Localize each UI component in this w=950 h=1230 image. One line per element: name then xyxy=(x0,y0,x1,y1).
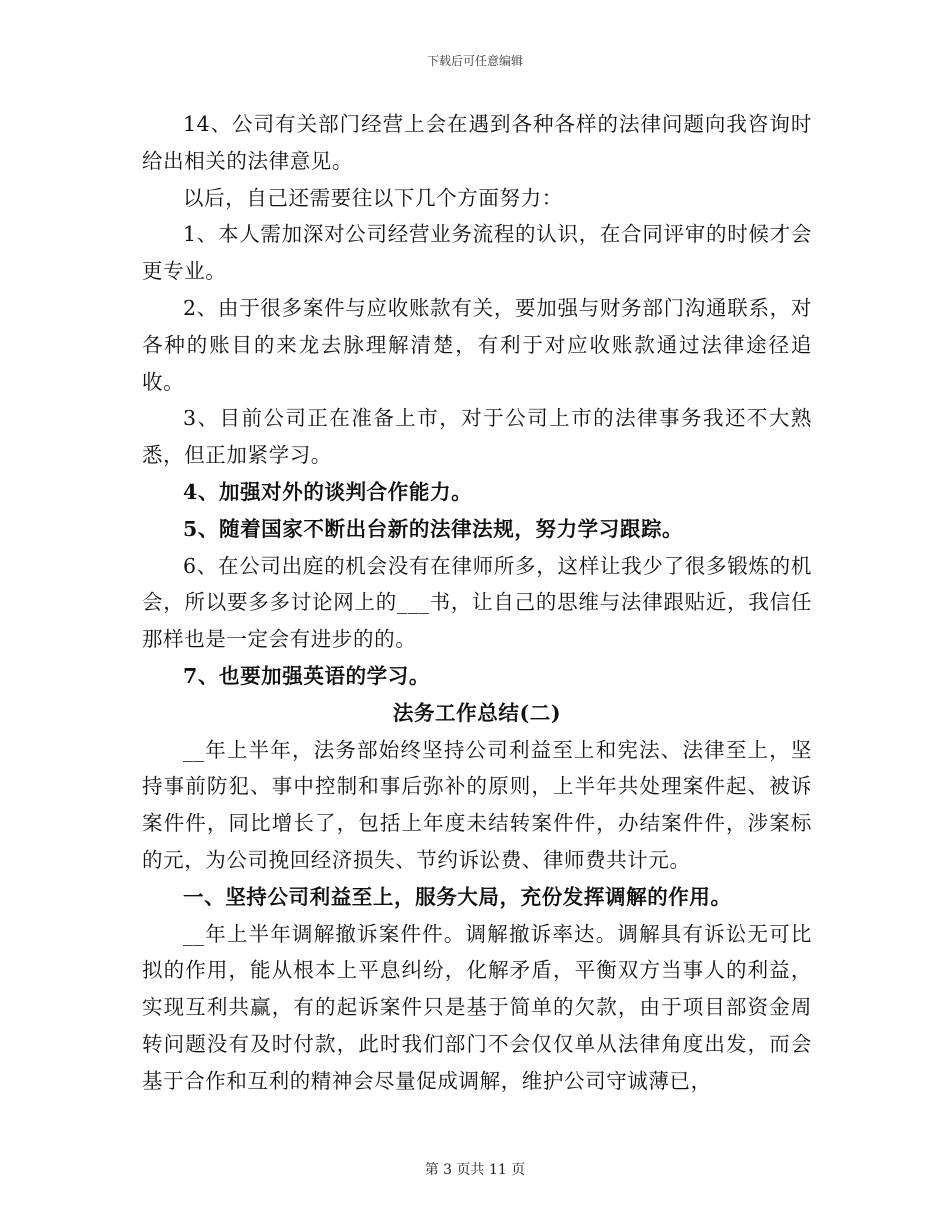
paragraph: 14、公司有关部门经营上会在遇到各种各样的法律问题向我咨询时给出相关的法律意见。 xyxy=(142,112,812,173)
paragraph: 1、本人需加深对公司经营业务流程的认识，在合同评审的时候才会更专业。 xyxy=(142,222,812,284)
paragraph: 2、由于很多案件与应收账款有关，要加强与财务部门沟通联系，对各种的账目的来龙去脉理解清楚，有利于对应收账款通过法律途径追收。 xyxy=(142,295,812,394)
paragraph: __年上半年，法务部始终坚持公司利益至上和宪法、法律至上，坚持事前防犯、事中控制和事后弥补的原则，上半年共处理案件起、被诉案件件，同比增长了，包括上年度未结转案件件，办结案件件，涉案标的元，为公司挽回经济损失、节约诉讼费、律师费共计元。 xyxy=(142,737,812,872)
page-header: 下载后可任意编辑 xyxy=(426,54,523,68)
paragraph: 3、目前公司正在准备上市，对于公司上市的法律事务我还不大熟悉，但正加紧学习。 xyxy=(142,406,812,468)
paragraph-bold: 4、加强对外的谈判合作能力。 xyxy=(183,479,473,504)
page-footer: 第 3 页共 11 页 xyxy=(424,1162,526,1178)
paragraph: 6、在公司出庭的机会没有在律师所多，这样让我少了很多锻炼的机会，所以要多多讨论网上的___书，让自己的思维与法律跟贴近，我信任那样也是一定会有进步的的。 xyxy=(142,553,812,652)
paragraph-heading: 一、坚持公司利益至上，服务大局，充份发挥调解的作用。 xyxy=(183,884,732,909)
document-body xyxy=(142,106,812,1100)
paragraph: __年上半年调解撤诉案件件。调解撤诉率达。调解具有诉讼无可比拟的作用，能从根本上平息纠纷，化解矛盾，平衡双方当事人的利益，实现互利共赢，有的起诉案件只是基于简单的欠款，由于项目部资金周转问题没有及时付款，此时我们部门不会仅仅单从法律角度出发，而会基于合作和互利的精神会尽量促成调解，维护公司守诚薄已， xyxy=(142,921,812,1093)
paragraph-bold: 7、也要加强英语的学习。 xyxy=(183,663,430,688)
section-title: 法务工作总结(二) xyxy=(392,700,562,725)
paragraph: 以后，自己还需要往以下几个方面努力： xyxy=(183,185,563,210)
paragraph-bold: 5、随着国家不断出台新的法律法规，努力学习跟踪。 xyxy=(183,516,684,541)
